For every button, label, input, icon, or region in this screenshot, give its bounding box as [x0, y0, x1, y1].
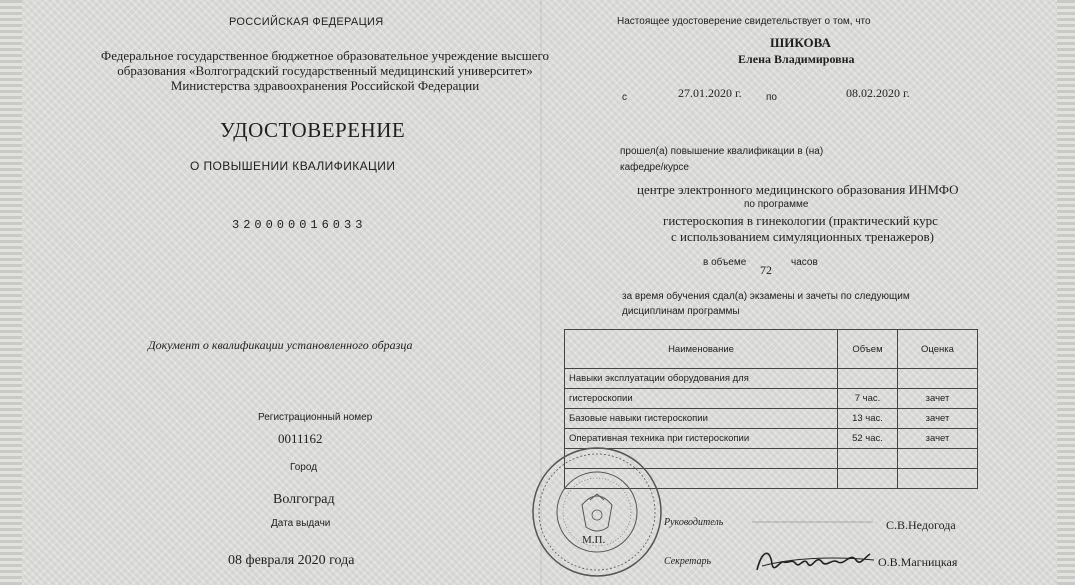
- header-name: Наименование: [565, 330, 838, 369]
- secretary-label: Секретарь: [664, 556, 712, 567]
- table-row: [565, 369, 978, 389]
- period-to-label: по: [766, 92, 777, 103]
- department-label: кафедре/курсе: [620, 162, 689, 173]
- table-row: [565, 409, 978, 429]
- program-label: по программе: [744, 199, 809, 210]
- hours-value: 72: [760, 263, 772, 277]
- period-from-date: 27.01.2020 г.: [678, 86, 742, 100]
- right-ornament-border: [1057, 0, 1075, 585]
- left-ornament-border: [0, 0, 22, 585]
- serial-number: 320000016033: [232, 218, 367, 232]
- registration-label: Регистрационный номер: [258, 412, 373, 423]
- period-from-label: с: [622, 92, 627, 103]
- secretary-name: О.В.Магницкая: [878, 555, 958, 569]
- head-label: Руководитель: [664, 517, 724, 528]
- discipline-name: Навыки эксплуатации оборудования для: [565, 369, 838, 389]
- discipline-grade: зачет: [898, 429, 978, 449]
- discipline-volume: 13 час.: [838, 409, 898, 429]
- holder-given-names: Елена Владимировна: [738, 52, 855, 66]
- issue-date-label: Дата выдачи: [271, 518, 331, 529]
- discipline-volume: [838, 449, 898, 469]
- program-name-line1: гистероскопия в гинекологии (практический курс: [663, 213, 938, 228]
- stamp-label: М.П.: [582, 534, 606, 546]
- discipline-grade: [898, 469, 978, 489]
- volume-label: в объеме: [703, 257, 747, 268]
- hours-label: часов: [791, 257, 818, 268]
- official-round-seal-icon: [530, 445, 665, 580]
- handwritten-signature-icon: [752, 540, 882, 580]
- program-name-line2: с использованием симуляционных тренажеров): [671, 229, 934, 244]
- certifies-text: Настоящее удостоверение свидетельствует о том, что: [617, 16, 871, 27]
- holder-surname: ШИКОВА: [770, 35, 831, 50]
- discipline-grade: [898, 369, 978, 389]
- department-name: центре электронного медицинского образования ИНМФО: [637, 182, 959, 197]
- head-signature-line-icon: [750, 500, 875, 530]
- header-volume: Объем: [838, 330, 898, 369]
- discipline-volume: 52 час.: [838, 429, 898, 449]
- header-grade: Оценка: [898, 330, 978, 369]
- discipline-name: гистероскопии: [565, 389, 838, 409]
- discipline-grade: зачет: [898, 389, 978, 409]
- table-header-row: [565, 330, 978, 369]
- country-name: РОССИЙСКАЯ ФЕДЕРАЦИЯ: [229, 16, 384, 28]
- exams-text-line1: за время обучения сдал(а) экзамены и зачеты по следующим: [622, 291, 910, 302]
- organization-name: Федеральное государственное бюджетное образовательное учреждение высшего образования «Волгоградский государственный медицинский университет» Министерства здравоохранения Российской Федерации: [100, 48, 550, 93]
- exams-text-line2: дисциплинам программы: [622, 306, 740, 317]
- discipline-grade: зачет: [898, 409, 978, 429]
- head-name: С.В.Недогода: [886, 518, 956, 532]
- document-title: УДОСТОВЕРЕНИЕ: [220, 118, 406, 142]
- discipline-volume: [838, 469, 898, 489]
- discipline-grade: [898, 449, 978, 469]
- period-to-date: 08.02.2020 г.: [846, 86, 910, 100]
- document-subtitle: О ПОВЫШЕНИИ КВАЛИФИКАЦИИ: [190, 159, 396, 173]
- passed-text: прошел(а) повышение квалификации в (на): [620, 146, 824, 157]
- registration-number: 0011162: [278, 431, 323, 446]
- issue-date: 08 февраля 2020 года: [228, 553, 355, 568]
- discipline-name: Оперативная техника при гистероскопии: [565, 429, 838, 449]
- discipline-volume: [838, 369, 898, 389]
- table-row: [565, 389, 978, 409]
- discipline-name: Базовые навыки гистероскопии: [565, 409, 838, 429]
- discipline-volume: 7 час.: [838, 389, 898, 409]
- city-label: Город: [290, 462, 318, 473]
- document-kind: Документ о квалификации установленного образца: [148, 338, 413, 352]
- city-value: Волгоград: [273, 492, 335, 507]
